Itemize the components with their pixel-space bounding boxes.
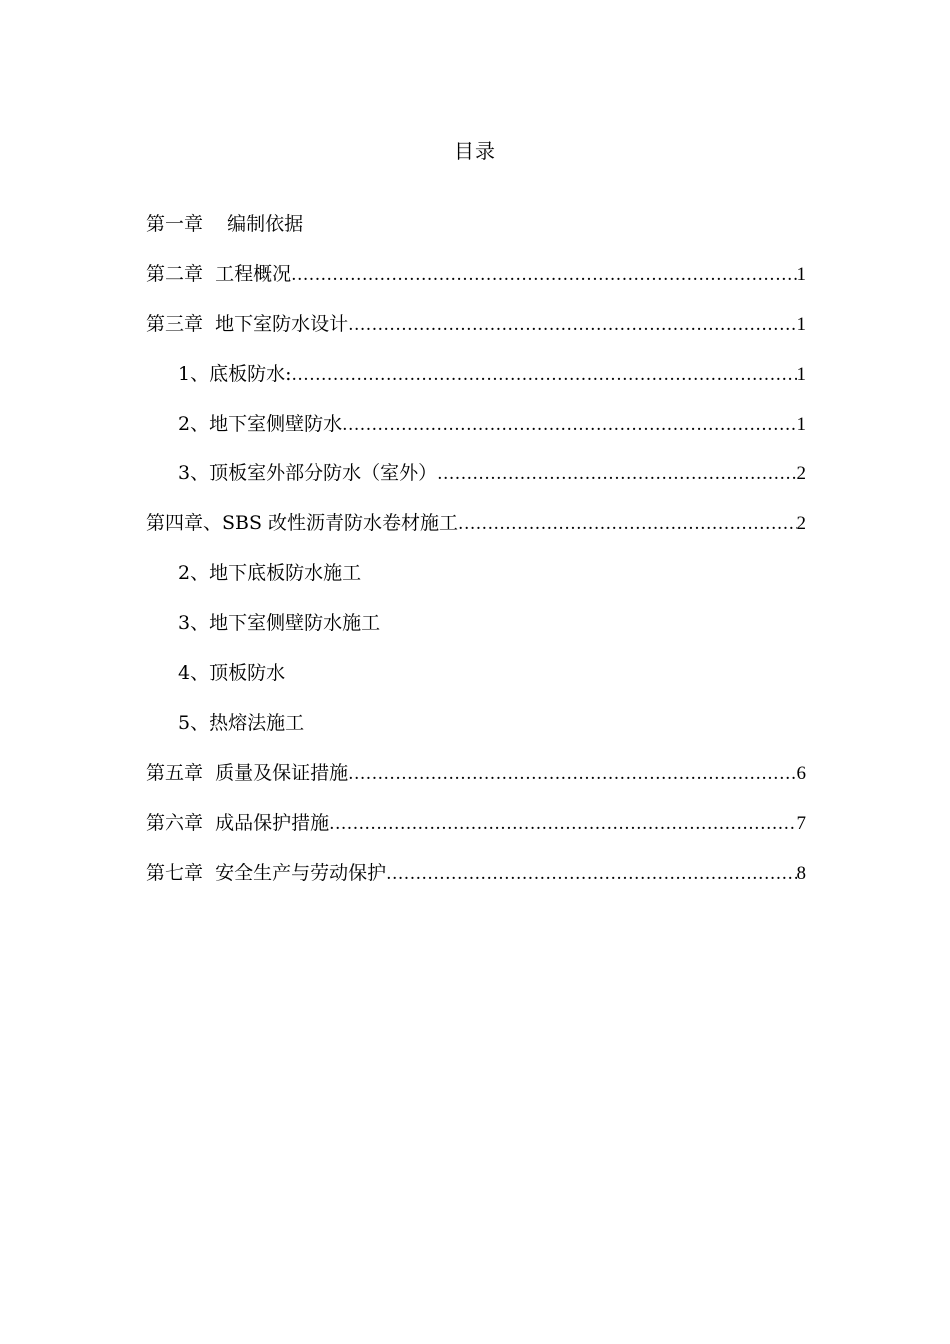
- toc-dot-leader: [386, 858, 796, 890]
- toc-entry[interactable]: [146, 857, 806, 907]
- toc-entry[interactable]: [146, 707, 806, 757]
- toc-entry[interactable]: [146, 607, 806, 657]
- toc-entry[interactable]: [146, 358, 806, 408]
- toc-title: 目录: [454, 139, 496, 163]
- toc-entry-label: 第二章 工程概况: [146, 262, 292, 285]
- toc-entry-label: 2、地下室侧壁防水: [178, 412, 343, 435]
- toc-entry[interactable]: [146, 208, 806, 258]
- toc-entry[interactable]: [146, 457, 806, 507]
- toc-page-number: 1: [796, 313, 806, 335]
- toc-dot-leader: [329, 808, 796, 840]
- toc-entry[interactable]: [146, 807, 806, 857]
- toc-entry-label: 第一章 编制依据: [146, 213, 304, 235]
- toc-page-number: 1: [796, 363, 806, 385]
- toc-entry[interactable]: [146, 657, 806, 707]
- toc-entry[interactable]: [146, 308, 806, 358]
- toc-dot-leader: [348, 309, 796, 341]
- toc-entry[interactable]: [146, 757, 806, 807]
- toc-dot-leader: [292, 359, 797, 391]
- toc-entry[interactable]: [146, 408, 806, 458]
- toc-entry-label: 5、热熔法施工: [178, 711, 305, 734]
- toc-entry[interactable]: [146, 557, 806, 607]
- toc-page-number: 2: [796, 463, 806, 485]
- toc-dot-leader: [458, 508, 796, 540]
- toc-dot-leader: [437, 458, 796, 490]
- toc-entry-label: 第五章 质量及保证措施: [146, 761, 349, 784]
- toc-page-number: 1: [796, 263, 806, 285]
- toc-entry-label: 第六章 成品保护措施: [146, 811, 330, 834]
- toc-dot-leader: [342, 409, 796, 441]
- toc-page-number: 1: [796, 413, 806, 435]
- toc-dot-leader: [348, 758, 796, 790]
- toc-entry[interactable]: [146, 258, 806, 308]
- toc-entry-label: 第四章、SBS 改性沥青防水卷材施工: [146, 512, 459, 535]
- toc-entry-label: 3、地下室侧壁防水施工: [178, 612, 381, 635]
- toc-entry-label: 第三章 地下室防水设计: [146, 312, 349, 335]
- toc-page-number: 7: [796, 812, 806, 834]
- toc-entry-label: 第七章 安全生产与劳动保护: [146, 861, 387, 884]
- toc-entry-label: 2、地下底板防水施工: [178, 562, 362, 585]
- toc-dot-leader: [291, 259, 796, 291]
- toc-entry-label: 3、顶板室外部分防水（室外）: [178, 462, 438, 485]
- table-of-contents: [146, 208, 806, 906]
- toc-entry[interactable]: [146, 507, 806, 557]
- toc-page-number: 2: [796, 513, 806, 535]
- toc-entry-label: 1、底板防水:: [178, 362, 292, 385]
- toc-page-number: 8: [796, 862, 806, 884]
- toc-entry-label: 4、顶板防水: [178, 662, 286, 685]
- toc-page-number: 6: [796, 762, 806, 784]
